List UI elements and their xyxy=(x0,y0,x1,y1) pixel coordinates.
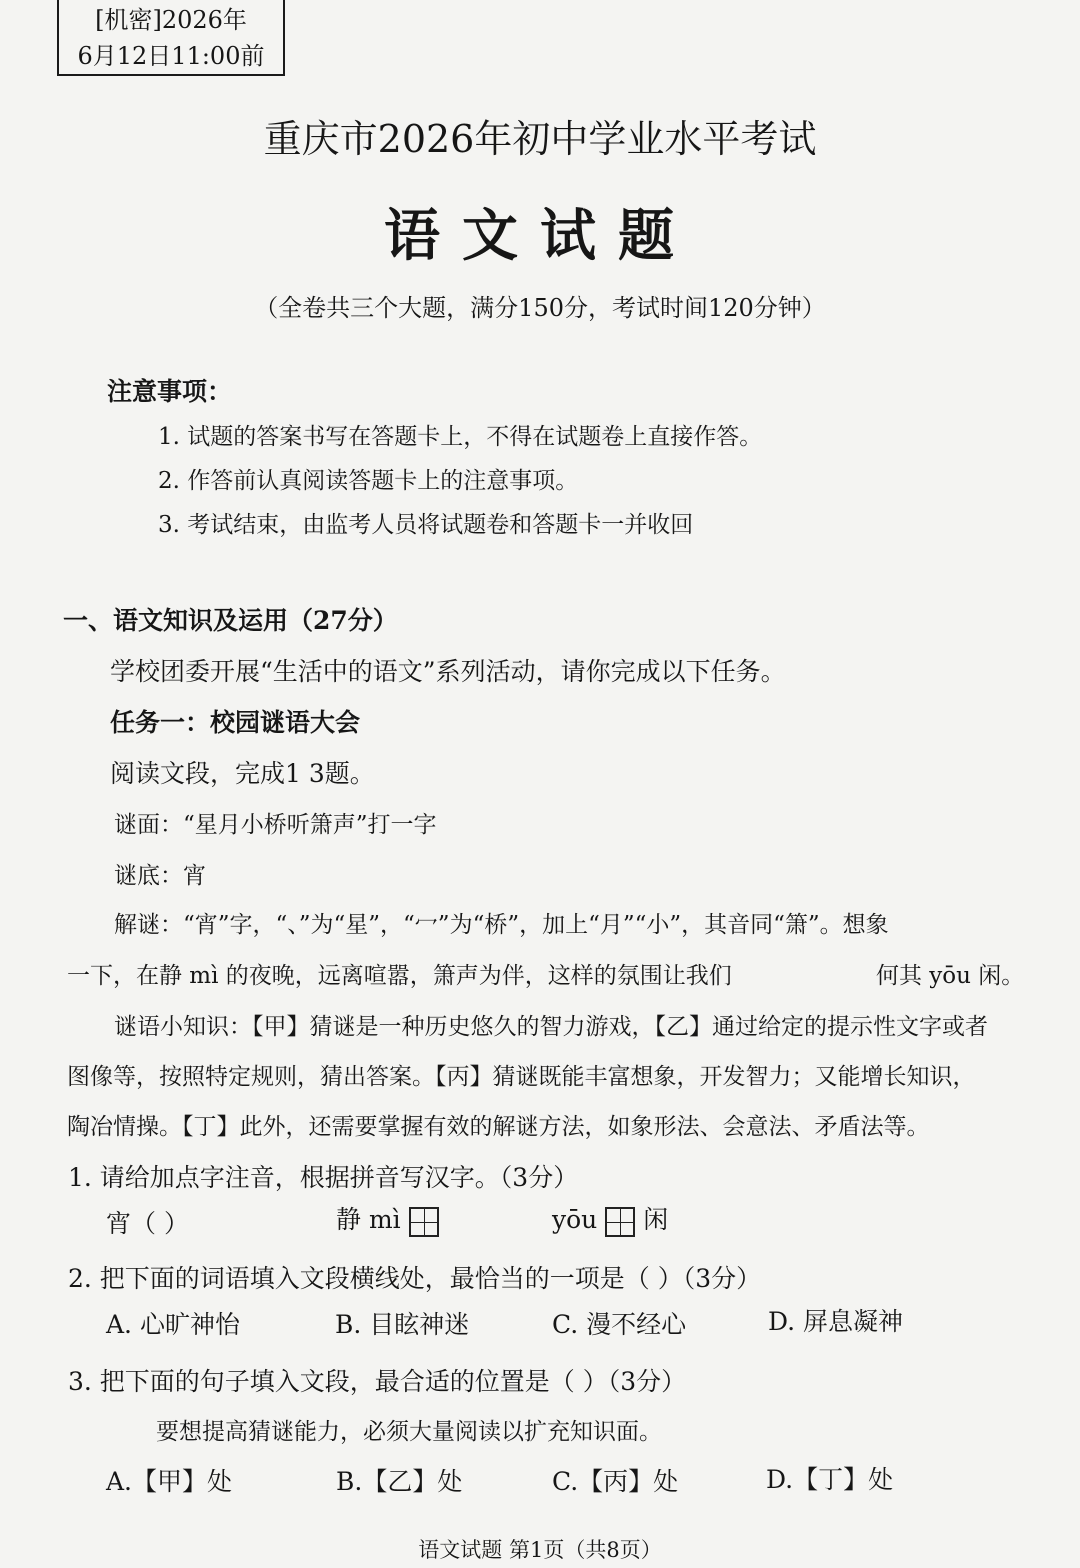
question-3-option-a[interactable]: A.【甲】处 xyxy=(106,1467,233,1496)
question-1-pinyin-mi: 静 mì xyxy=(336,1205,401,1234)
question-3-option-d[interactable]: D.【丁】处 xyxy=(766,1465,894,1494)
riddle-face: 谜面：“星月小桥听箫声”打一字 xyxy=(114,812,437,838)
question-1-char: 宵 xyxy=(106,1209,132,1238)
question-2-option-b[interactable]: B. 目眩神迷 xyxy=(335,1310,470,1339)
question-3-option-b[interactable]: B.【乙】处 xyxy=(336,1467,463,1496)
riddle-knowledge-line-2: 图像等，按照特定规则，猜出答案。【丙】猜谜既能丰富想象，开发智力；又能增长知识， xyxy=(67,1064,976,1090)
riddle-knowledge-line-3: 陶冶情操。【丁】此外，还需要掌握有效的解谜方法，如象形法、会意法、矛盾法等。 xyxy=(67,1114,930,1140)
page-footer: 语文试题 第1页（共8页） xyxy=(418,1538,662,1562)
question-1-item-2 xyxy=(336,1200,439,1237)
riddle-solution-line-1: 解谜：“宵”字，“、”为“星”，“冖”为“桥”，加上“月”“小”，其音同“箫”。想象 xyxy=(114,912,889,938)
confidential-stamp-box xyxy=(57,0,285,76)
answer-grid-box[interactable] xyxy=(409,1207,439,1237)
riddle-knowledge-line-1: 谜语小知识：【甲】猜谜是一种历史悠久的智力游戏，【乙】通过给定的提示性文字或者 xyxy=(114,1014,988,1040)
question-2-option-c[interactable]: C. 漫不经心 xyxy=(552,1310,687,1339)
section-1-heading: 一、语文知识及运用（27分） xyxy=(63,606,398,635)
riddle-solution-line-2-b: 何其 yōu 闲。 xyxy=(876,963,1025,989)
question-1-item-3 xyxy=(552,1200,668,1237)
confidential-line-1: [机密]2026年 xyxy=(95,6,247,34)
answer-grid-box[interactable] xyxy=(605,1207,635,1237)
notice-item-1: 1. 试题的答案书写在答题卡上，不得在试题卷上直接作答。 xyxy=(158,424,763,450)
question-3-sentence: 要想提高猜谜能力，必须大量阅读以扩充知识面。 xyxy=(156,1419,662,1445)
confidential-line-2: 6月12日11:00前 xyxy=(77,42,265,70)
exam-subtitle: （全卷共三个大题，满分150分，考试时间120分钟） xyxy=(254,294,826,322)
question-1-item-1 xyxy=(106,1204,189,1240)
section-1-intro: 学校团委开展“生活中的语文”系列活动，请你完成以下任务。 xyxy=(110,657,786,686)
notice-item-3: 3. 考试结束，由监考人员将试题卷和答题卡一并收回 xyxy=(158,512,694,538)
question-1-stem: 1. 请给加点字注音，根据拼音写汉字。（3分） xyxy=(68,1163,579,1192)
question-3-stem: 3. 把下面的句子填入文段，最合适的位置是（ ）（3分） xyxy=(68,1367,687,1396)
riddle-answer: 谜底：宵 xyxy=(114,863,206,889)
riddle-solution-line-2-a: 一下，在静 mì 的夜晚，远离喧嚣，箫声为伴，这样的氛围让我们 xyxy=(67,963,732,989)
exam-title: 重庆市2026年初中学业水平考试 xyxy=(263,117,817,161)
notice-heading: 注意事项： xyxy=(107,377,233,406)
subject-title: 语文试题 xyxy=(384,203,696,269)
question-2-option-a[interactable]: A. 心旷神怡 xyxy=(106,1310,240,1339)
task-1-heading: 任务一：校园谜语大会 xyxy=(110,708,361,737)
reading-instruction: 阅读文段，完成1 3题。 xyxy=(110,759,375,788)
notice-item-2: 2. 作答前认真阅读答题卡上的注意事项。 xyxy=(158,468,579,494)
question-2-option-d[interactable]: D. 屏息凝神 xyxy=(768,1307,904,1336)
question-2-stem: 2. 把下面的词语填入文段横线处，最恰当的一项是（ ）（3分） xyxy=(68,1264,762,1293)
question-1-suffix: 闲 xyxy=(643,1205,669,1234)
question-1-pinyin-you: yōu xyxy=(552,1205,598,1234)
question-3-option-c[interactable]: C.【丙】处 xyxy=(552,1467,679,1496)
question-1-paren-blank[interactable]: （ ） xyxy=(131,1209,189,1238)
